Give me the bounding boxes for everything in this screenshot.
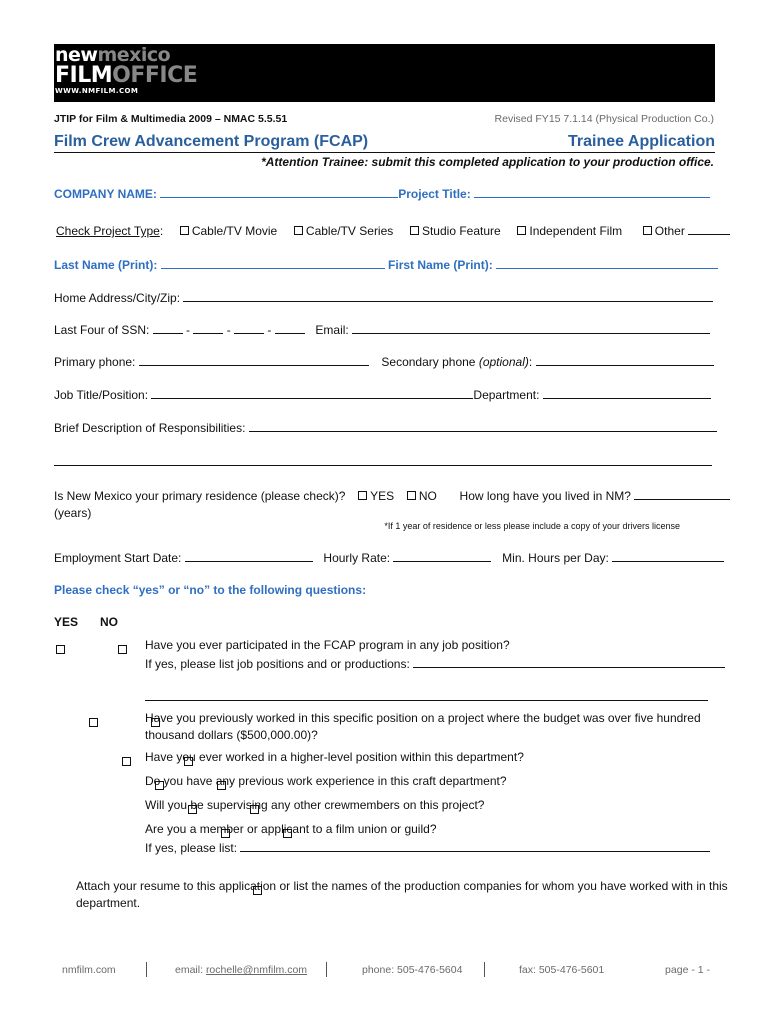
q2-text: Have you previously worked in this specific position on a project where the budget was over five hundred	[145, 711, 701, 725]
page-title: Film Crew Advancement Program (FCAP)	[54, 133, 369, 150]
page-title-right: Trainee Application	[568, 133, 715, 150]
ssn-field-2[interactable]	[193, 322, 223, 334]
q1-followup-field[interactable]	[413, 656, 725, 668]
company-label: COMPANY NAME:	[54, 187, 157, 201]
q1-followup-line-2[interactable]	[145, 700, 708, 701]
q1-followup	[145, 656, 725, 671]
company-field[interactable]	[160, 186, 398, 198]
address-label: Home Address/City/Zip:	[54, 291, 181, 305]
checkbox[interactable]	[294, 226, 303, 235]
department-field[interactable]	[543, 387, 711, 399]
primary-phone-label: Primary phone:	[54, 355, 136, 369]
last-name-label: Last Name (Print):	[54, 258, 158, 272]
footer-divider	[484, 962, 485, 977]
yes-column-header: YES	[54, 615, 79, 629]
nm-film-office-logo: newmexico FILMOFFICE WWW.NMFILM.COM	[55, 44, 198, 95]
min-hours-label: Min. Hours per Day:	[502, 551, 609, 565]
footer-site: nmfilm.com	[62, 964, 116, 976]
q4-text: Do you have any previous work experience in this craft department?	[145, 774, 507, 788]
project-type-row: Check Project Type: Cable/TV Movie Cable/TV Series Studio Feature Independent Film Other	[56, 223, 730, 238]
footer-page-number: page - 1 -	[665, 964, 710, 976]
q1b-text: If yes, please list job positions and or productions:	[145, 657, 410, 671]
q1-yes-checkbox[interactable]	[56, 645, 65, 654]
attention-note: *Attention Trainee: submit this completed application to your production office.	[261, 155, 714, 169]
footer-email-label: email:	[175, 964, 204, 976]
ssn-field-1[interactable]	[153, 322, 183, 334]
hourly-rate-label: Hourly Rate:	[323, 551, 391, 565]
footer-phone: phone: 505-476-5604	[362, 964, 463, 976]
footer-divider	[146, 962, 147, 977]
company-row	[54, 186, 710, 201]
ssn-field-4[interactable]	[275, 322, 305, 334]
years-label: (years)	[54, 506, 92, 520]
secondary-phone-label: Secondary phone	[381, 355, 476, 369]
q6b-text: If yes, please list:	[145, 841, 238, 855]
how-long-label: How long have you lived in NM?	[459, 489, 631, 503]
q2-yes-checkbox[interactable]	[89, 718, 98, 727]
questions-heading: Please check “yes” or “no” to the following questions:	[54, 583, 367, 597]
job-title-label: Job Title/Position:	[54, 388, 149, 402]
footer-divider	[326, 962, 327, 977]
first-name-field[interactable]	[496, 257, 718, 269]
type-other[interactable]: Other	[643, 224, 730, 238]
phone-row: Primary phone: Secondary phone (optional):	[54, 354, 714, 369]
employment-row	[54, 550, 724, 565]
checkbox[interactable]	[517, 226, 526, 235]
q3-text: Have you ever worked in a higher-level position within this department?	[145, 750, 524, 764]
footer-email	[175, 964, 307, 976]
secondary-phone-field[interactable]	[536, 354, 714, 366]
residence-yes[interactable]: YES	[358, 489, 394, 503]
type-cable-movie[interactable]: Cable/TV Movie	[180, 224, 277, 238]
check-type-label: Check Project Type	[56, 224, 160, 238]
brief-field-line-2[interactable]	[54, 465, 712, 466]
checkbox[interactable]	[358, 491, 367, 500]
q1-text: Have you ever participated in the FCAP program in any job position?	[145, 638, 510, 652]
job-title-field[interactable]	[151, 387, 473, 399]
ssn-row: Last Four of SSN: - - - Email:	[54, 322, 710, 337]
start-date-label: Employment Start Date:	[54, 551, 182, 565]
primary-phone-field[interactable]	[139, 354, 369, 366]
how-long-field[interactable]	[634, 488, 730, 500]
residence-question: Is New Mexico your primary residence (please check)?	[54, 489, 346, 503]
header-right: Revised FY15 7.1.14 (Physical Production Co.)	[494, 113, 714, 125]
footer-fax: fax: 505-476-5601	[519, 964, 605, 976]
optional-label: (optional)	[478, 355, 529, 369]
brief-label: Brief Description of Responsibilities:	[54, 421, 246, 435]
header-left: JTIP for Film & Multimedia 2009 – NMAC 5.5.51	[54, 113, 288, 125]
first-name-label: First Name (Print):	[388, 258, 493, 272]
job-row	[54, 387, 711, 402]
last-name-field[interactable]	[161, 257, 385, 269]
attach-text-cont: department.	[76, 896, 141, 910]
project-title-field[interactable]	[474, 186, 710, 198]
q6-followup	[145, 840, 710, 855]
q2-text-cont: thousand dollars ($500,000.00)?	[145, 728, 318, 742]
name-row	[54, 257, 718, 272]
department-label: Department:	[473, 388, 540, 402]
attach-text: Attach your resume to this application or list the names of the production companies for whom you have worked with in this	[76, 879, 728, 893]
q6-text: Are you a member or applicant to a film union or guild?	[145, 822, 437, 836]
no-column-header: NO	[100, 615, 118, 629]
header-banner	[54, 44, 715, 102]
address-row	[54, 290, 713, 305]
brief-field[interactable]	[249, 420, 717, 432]
checkbox[interactable]	[643, 226, 652, 235]
brief-row	[54, 420, 717, 435]
email-label: Email:	[315, 323, 349, 337]
q6-followup-field[interactable]	[240, 840, 710, 852]
checkbox[interactable]	[407, 491, 416, 500]
email-field[interactable]	[352, 322, 710, 334]
other-field[interactable]	[688, 223, 730, 235]
footer-email-link[interactable]: rochelle@nmfilm.com	[205, 964, 308, 976]
residence-row	[54, 488, 730, 503]
checkbox[interactable]	[410, 226, 419, 235]
hourly-rate-field[interactable]	[393, 550, 491, 562]
checkbox[interactable]	[180, 226, 189, 235]
ssn-label: Last Four of SSN:	[54, 323, 150, 337]
project-title-label: Project Title:	[398, 187, 471, 201]
address-field[interactable]	[183, 290, 713, 302]
q3-yes-checkbox[interactable]	[122, 757, 131, 766]
q5-text: Will you be supervising any other crewmembers on this project?	[145, 798, 485, 812]
residence-no[interactable]: NO	[407, 489, 437, 503]
title-bar	[54, 133, 715, 153]
type-studio-feature[interactable]: Studio Feature	[410, 224, 501, 238]
start-date-field[interactable]	[185, 550, 313, 562]
min-hours-field[interactable]	[612, 550, 724, 562]
residence-note: *If 1 year of residence or less please include a copy of your drivers license	[384, 521, 680, 531]
ssn-field-3[interactable]	[234, 322, 264, 334]
type-independent-film[interactable]: Independent Film	[517, 224, 622, 238]
type-cable-series[interactable]: Cable/TV Series	[294, 224, 393, 238]
q1-no-checkbox[interactable]	[118, 645, 127, 654]
